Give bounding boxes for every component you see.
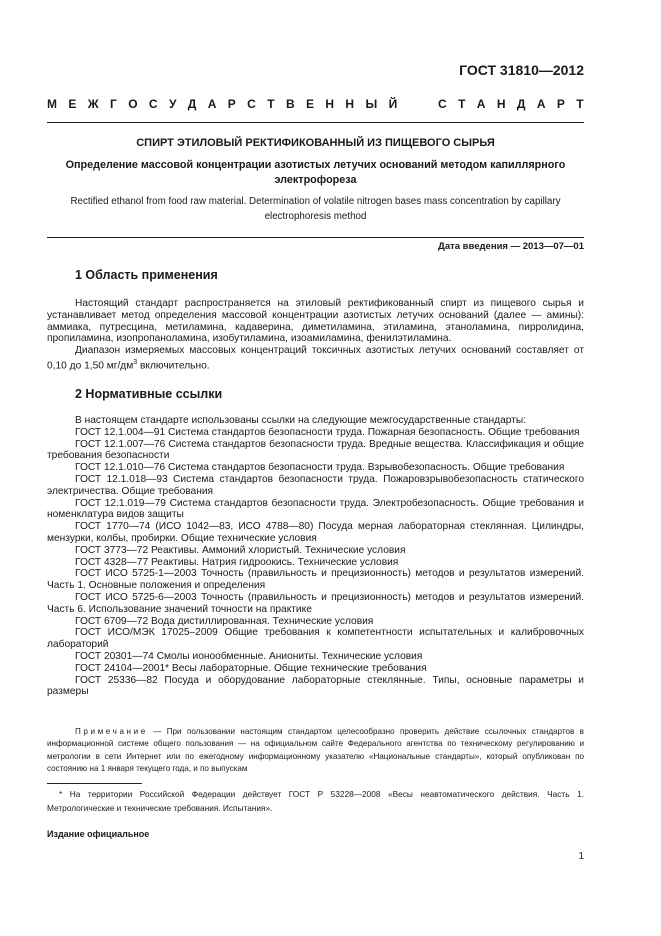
heading-letter: О [128, 97, 138, 111]
document-title-english: Rectified ethanol from food raw material. Determination of volatile nitrogen bases mass concentration by capillary electrophoresis method [70, 196, 561, 222]
document-subtitle: Определение массовой концентрации азотистых летучих оснований методом капиллярного электрофореза [65, 159, 566, 186]
reference-item: ГОСТ 6709—72 Вода дистиллированная. Технические условия [75, 615, 374, 627]
reference-item: ГОСТ 12.1.007—76 Система стандартов безопасности труда. Вредные вещества. Классификация и общие требования безопасности [47, 438, 584, 462]
heading-letter: Г [110, 97, 117, 111]
heading-letter: С [247, 97, 256, 111]
range-paragraph [47, 345, 584, 372]
introduction-date: Дата введения — 2013—07—01 [438, 241, 584, 252]
heading-letter: Ж [87, 97, 99, 111]
heading-letter: Ы [365, 97, 378, 111]
references-note [47, 726, 584, 776]
range-text-end: включительно. [137, 360, 210, 372]
heading-letter: Р [556, 97, 565, 111]
range-unit-exponent: 3 [133, 358, 138, 366]
heading-letter: А [207, 97, 217, 111]
page-number: 1 [578, 851, 584, 862]
reference-item: ГОСТ 25336—82 Посуда и оборудование лабораторные стеклянные. Типы, основные параметры и размеры [47, 674, 584, 698]
range-text: Диапазон измеряемых массовых концентраций токсичных азотистых летучих оснований составляет от 0,10 до 1,50 мг/дм [47, 345, 584, 372]
references-list [47, 415, 584, 698]
reference-item: ГОСТ 1770—74 (ИСО 1042—83, ИСО 4788—80) Посуда мерная лабораторная стеклянная. Цилиндры, мензурки, колбы, пробирки. Общие технические условия [47, 521, 584, 544]
reference-item: ГОСТ 3773—72 Реактивы. Аммоний хлористый. Технические условия [75, 544, 406, 556]
title-divider [47, 237, 584, 238]
heading-letter: Д [187, 97, 197, 111]
heading-letter: Й [388, 97, 398, 111]
reference-item: ГОСТ 12.1.010—76 Система стандартов безопасности труда. Взрывобезопасность. Общие требования [75, 462, 565, 474]
reference-item: ГОСТ 24104—2001* Весы лабораторные. Общие технические требования [75, 662, 427, 674]
section-heading-references: 2 Нормативные ссылки [75, 387, 223, 401]
gost-number: ГОСТ 31810—2012 [459, 62, 584, 78]
heading-letter: Н [345, 97, 355, 111]
scope-paragraph: Настоящий стандарт распространяется на этиловый ректификованный спирт из пищевого сырья и устанавливает метод определения массовой концентрации азотистых летучих оснований (далее — амины): аммиака, путресцина, метиламина, кадаверина, диметиламина, этиламина, этаноламина, пирролидина, пропиламина, изопропаноламина, изобутиламина, изоамиламина, фенилэтиламина. [47, 298, 584, 345]
heading-letter: Т [267, 97, 275, 111]
reference-item: ГОСТ 12.1.018—93 Система стандартов безопасности труда. Пожаровзрывобезопасность статического электричества. Общие требования [47, 473, 584, 497]
heading-letter: Н [496, 97, 506, 111]
heading-letter: А [536, 97, 546, 111]
reference-item: ГОСТ 20301—74 Смолы ионообменные. Аниониты. Технические условия [75, 650, 423, 662]
heading-letter: Т [458, 97, 466, 111]
note-label: Примечание [75, 727, 148, 736]
section-heading-scope: 1 Область применения [75, 268, 218, 282]
official-edition-label: Издание официальное [47, 829, 150, 839]
footnote-divider [47, 783, 142, 784]
heading-letter: Д [516, 97, 526, 111]
heading-letter: В [285, 97, 295, 111]
heading-letter: Е [305, 97, 314, 111]
heading-letter: С [148, 97, 158, 111]
heading-letter: У [168, 97, 177, 111]
heading-letter: Т [576, 97, 584, 111]
reference-item: ГОСТ ИСО 5725-6—2003 Точность (правильность и прецизионность) методов и результатов измерений. Часть 6. Использование значений точности на практике [47, 591, 584, 615]
heading-letter: М [47, 97, 57, 111]
reference-item: ГОСТ 4328—77 Реактивы. Натрия гидроокись. Технические условия [75, 556, 399, 568]
heading-letter [423, 97, 426, 111]
heading-letter: С [438, 97, 447, 111]
heading-letter: Е [68, 97, 77, 111]
heading-letter: Н [325, 97, 335, 111]
reference-item: ГОСТ 12.1.019—79 Система стандартов безопасности труда. Электробезопасность. Общие требования и номенклатура видов защиты [47, 497, 584, 521]
heading-letter: А [476, 97, 486, 111]
note-text: — При пользовании настоящим стандартом целесообразно проверить действие ссылочных стандартов в информационной системе общего пользования — на официальном сайте Федерального агентства по техническому регулированию и метрологии в сети Интернет или по ежегодному информационному указателю «Национальные стандарты», который опубликован по состоянию на 1 января текущего года, и по выпускам [47, 727, 584, 774]
header-divider [47, 122, 584, 123]
reference-item: ГОСТ 12.1.004—91 Система стандартов безопасности труда. Пожарная безопасность. Общие требования [75, 426, 580, 438]
heading-letter: Р [227, 97, 236, 111]
document-title: СПИРТ ЭТИЛОВЫЙ РЕКТИФИКОВАННЫЙ ИЗ ПИЩЕВОГО СЫРЬЯ [136, 137, 495, 149]
references-intro: В настоящем стандарте использованы ссылки на следующие межгосударственные стандарты: [75, 415, 527, 426]
reference-item: ГОСТ ИСО 5725-1—2003 Точность (правильность и прецизионность) методов и результатов измерений. Часть 1. Основные положения и определения [47, 568, 584, 592]
standard-type-heading [47, 97, 584, 111]
reference-item: ГОСТ ИСО/МЭК 17025–2009 Общие требования к компетентности испытательных и калибровочных лабораторий [47, 627, 584, 651]
footnote: * На территории Российской Федерации действует ГОСТ Р 53228—2008 «Весы неавтоматического действия. Часть 1. Метрологические и технические требования. Испытания». [47, 789, 584, 813]
heading-letter [409, 97, 412, 111]
